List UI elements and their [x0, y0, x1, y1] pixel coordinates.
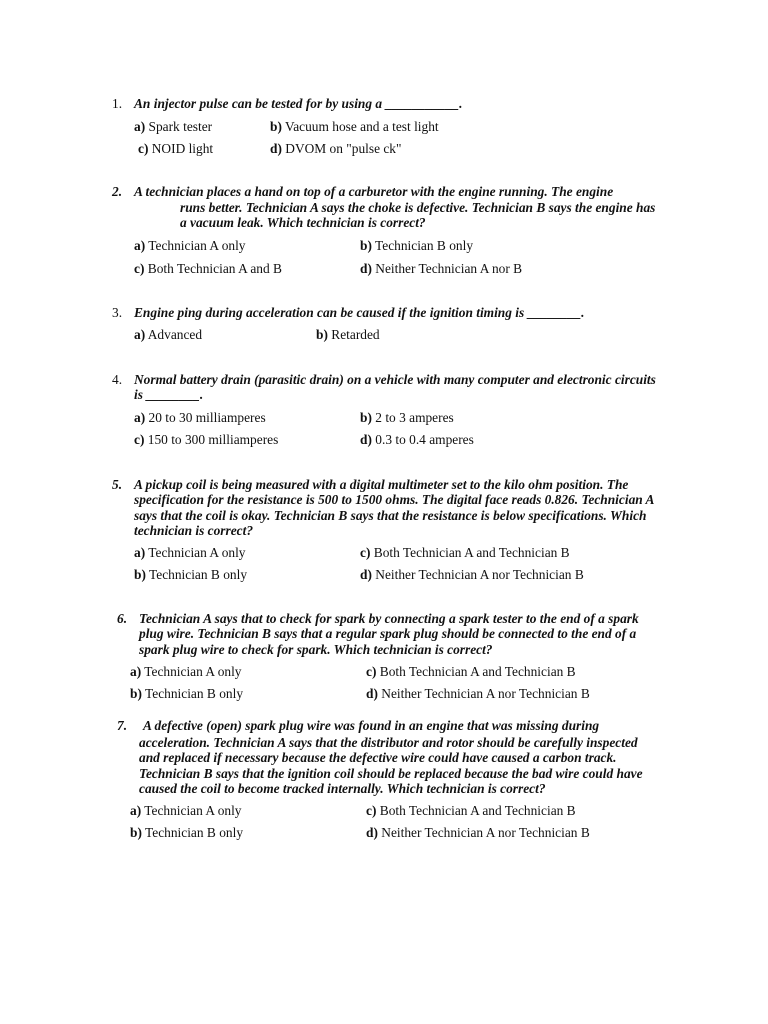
option-b: b) Technician B only — [134, 567, 248, 582]
question-stem-line: technician is correct? — [134, 523, 254, 538]
option-c: c) Both Technician A and B — [134, 261, 282, 276]
question-stem-line: acceleration. Technician A says that the distributor and rotor should be carefully inspected — [139, 735, 638, 750]
question-number: 5. — [112, 477, 123, 492]
question-stem-line: and replaced if necessary because the defective wire could have caused a carbon track. — [139, 750, 617, 765]
option-d: d) DVOM on "pulse ck" — [270, 141, 402, 156]
question-number: 2. — [112, 184, 123, 199]
question-stem-line: Technician A says that to check for spark by connecting a spark tester to the end of a spark — [139, 611, 639, 626]
option-b: b) Vacuum hose and a test light — [270, 119, 439, 134]
question-stem-line: Engine ping during acceleration can be caused if the ignition timing is ________. — [134, 305, 585, 320]
option-c: c) Both Technician A and Technician B — [366, 664, 576, 679]
question-stem-line: says that the coil is okay. Technician B says that the resistance is below specifications. Which — [134, 508, 647, 523]
option-b: b) Retarded — [316, 327, 380, 342]
option-d: d) 0.3 to 0.4 amperes — [360, 432, 474, 447]
option-c: c) Both Technician A and Technician B — [366, 803, 576, 818]
option-a: a) Technician A only — [130, 664, 242, 679]
question-number: 6. — [117, 611, 128, 626]
question-stem-line: Normal battery drain (parasitic drain) on a vehicle with many computer and electronic circuits — [134, 372, 656, 387]
question-stem-line: spark plug wire to check for spark. Which technician is correct? — [139, 642, 493, 657]
question-stem-line: A pickup coil is being measured with a digital multimeter set to the kilo ohm position. The — [134, 477, 629, 492]
option-a: a) 20 to 30 milliamperes — [134, 410, 266, 425]
question-stem-line: specification for the resistance is 500 to 1500 ohms. The digital face reads 0.826. Technician A — [134, 492, 655, 507]
question-number: 1. — [112, 96, 123, 111]
option-d: d) Neither Technician A nor Technician B — [366, 686, 590, 701]
option-d: d) Neither Technician A nor Technician B — [360, 567, 584, 582]
question-number: 3. — [112, 305, 123, 320]
option-b: b) 2 to 3 amperes — [360, 410, 454, 425]
option-b: b) Technician B only — [360, 238, 474, 253]
option-b: b) Technician B only — [130, 686, 244, 701]
option-a: a) Spark tester — [134, 119, 213, 134]
option-c: c) Both Technician A and Technician B — [360, 545, 570, 560]
option-a: a) Technician A only — [130, 803, 242, 818]
question-stem-line: A defective (open) spark plug wire was found in an engine that was missing during — [143, 718, 600, 733]
option-a: a) Technician A only — [134, 545, 246, 560]
question-number: 4. — [112, 372, 123, 387]
question-stem-line: runs better. Technician A says the choke is defective. Technician B says the engine has — [180, 200, 656, 215]
option-c: c) 150 to 300 milliamperes — [134, 432, 279, 447]
option-c: c) NOID light — [138, 141, 214, 156]
question-stem-line: Technician B says that the ignition coil should be replaced because the bad wire could have — [139, 766, 643, 781]
question-stem-line: is ________. — [134, 387, 204, 402]
option-a: a) Technician A only — [134, 238, 246, 253]
question-stem-line: a vacuum leak. Which technician is correct? — [180, 215, 426, 230]
question-number: 7. — [117, 718, 128, 733]
question-stem-line: An injector pulse can be tested for by using a ___________. — [134, 96, 463, 111]
option-b: b) Technician B only — [130, 825, 244, 840]
option-d: d) Neither Technician A nor B — [360, 261, 523, 276]
option-d: d) Neither Technician A nor Technician B — [366, 825, 590, 840]
question-stem-line: caused the coil to become tracked internally. Which technician is correct? — [139, 781, 546, 796]
question-stem-line: plug wire. Technician B says that a regular spark plug should be connected to the end of a — [139, 626, 637, 641]
option-a: a) Advanced — [134, 327, 203, 342]
question-stem-line: A technician places a hand on top of a carburetor with the engine running. The engine — [134, 184, 614, 199]
